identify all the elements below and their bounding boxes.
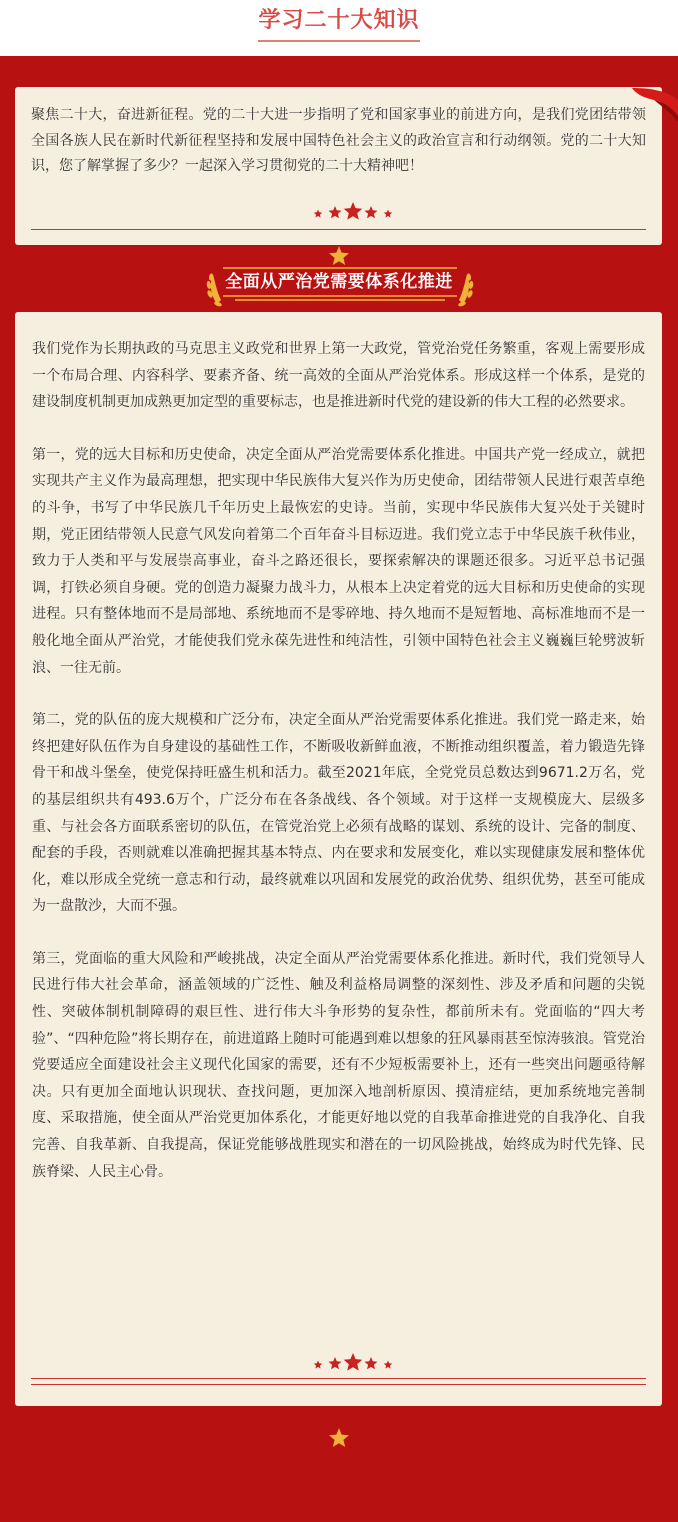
- five-star-row-icon: [15, 1352, 662, 1372]
- page-title: 学习二十大知识: [258, 8, 420, 33]
- header-area: [0, 0, 678, 56]
- five-star-row-icon: [15, 201, 662, 221]
- intro-card: [15, 87, 662, 245]
- article-card: [15, 312, 662, 1406]
- article-paragraph: 我们党作为长期执政的马克思主义政党和世界上第一大政党，管党治党任务繁重，客观上需要形成一个布局合理、内容科学、要素齐备、统一高效的全面从严治党体系。形成这样一个体系，是党的建设制度机制更加成熟更加定型的重要标志，也是推进新时代党的建设新的伟大工程的必然要求。: [32, 341, 645, 411]
- section-header: [0, 244, 678, 310]
- intro-text: 聚焦二十大，奋进新征程。党的二十大进一步指明了党和国家事业的前进方向，是我们党团结带领全国各族人民在新时代新征程坚持和发展中国特色社会主义的政治宣言和行动纲领。党的二十大知识，您了解掌握了多少？一起深入学习贯彻党的二十大精神吧！: [31, 107, 646, 174]
- divider-line: [31, 1378, 646, 1379]
- title-underline: [258, 40, 420, 42]
- section-title: 全面从严治党需要体系化推进: [225, 272, 453, 292]
- article-paragraph: 第二，党的队伍的庞大规模和广泛分布，决定全面从严治党需要体系化推进。我们党一路走来，始终把建好队伍作为自身建设的基础性工作，不断吸收新鲜血液，不断推动组织覆盖，着力锻造先锋骨干和战斗堡垒，使党保持旺盛生机和活力。截至2021年底，全党党员总数达到9671.2万名，党的基层组织共有493.6万个，广泛分布在各条战线、各个领域。对于这样一支规模庞大、层级多重、与社会各方面联系密切的队伍，在管党治党上必须有战略的谋划、系统的设计、完备的制度、配套的手段，否则就难以准确把握其基本特点、内在要求和发展变化，难以实现健康发展和整体优化，难以形成全党统一意志和行动，最终就难以巩固和发展党的政治优势、组织优势，甚至可能成为一盘散沙，大而不强。: [32, 712, 645, 915]
- divider-line: [31, 1384, 646, 1385]
- article-paragraph: 第一，党的远大目标和历史使命，决定全面从严治党需要体系化推进。中国共产党一经成立，就把实现共产主义作为最高理想，把实现中华民族伟大复兴作为历史使命，团结带领人民进行艰苦卓绝的斗争，书写了中华民族几千年历史上最恢宏的史诗。当前，实现中华民族伟大复兴处于关键时期，党正团结带领人民意气风发向着第二个百年奋斗目标迈进。我们党立志于中华民族千秋伟业，致力于人类和平与发展崇高事业，奋斗之路还很长，要探索解决的课题还很多。习近平总书记强调，打铁必须自身硬。党的创造力凝聚力战斗力，从根本上决定着党的远大目标和历史使命的实现进程。只有整体地而不是局部地、系统地而不是零碎地、持久地而不是短暂地、高标准地而不是一般化地全面从严治党，才能使我们党永葆先进性和纯洁性，引领中国特色社会主义巍巍巨轮劈波斩浪、一往无前。: [32, 446, 645, 676]
- ribbon-corner-icon: [628, 86, 678, 122]
- gold-star-icon: [328, 1427, 350, 1449]
- divider-line: [31, 229, 646, 230]
- article-paragraph: 第三，党面临的重大风险和严峻挑战，决定全面从严治党需要体系化推进。新时代，我们党领导人民进行伟大社会革命，涵盖领域的广泛性、触及利益格局调整的深刻性、涉及矛盾和问题的尖锐性、突破体制机制障碍的艰巨性、进行伟大斗争形势的复杂性，都前所未有。党面临的“四大考验”、“四种危险”将长期存在，前进道路上随时可能遇到难以想象的狂风暴雨甚至惊涛骇浪。管党治党要适应全面建设社会主义现代化国家的需要，还有不少短板需要补上，还有一些突出问题亟待解决。只有更加全面地认识现状、查找问题，更加深入地剖析原因、摸清症结，更加系统地完善制度、采取措施，使全面从严治党更加体系化，才能更好地以党的自我革命推进党的自我净化、自我完善、自我革新、自我提高，保证党能够战胜现实和潜在的一切风险挑战，始终成为时代先锋、民族脊梁、人民主心骨。: [32, 950, 645, 1180]
- gold-star-icon: [328, 246, 350, 266]
- laurel-icon: [205, 264, 475, 310]
